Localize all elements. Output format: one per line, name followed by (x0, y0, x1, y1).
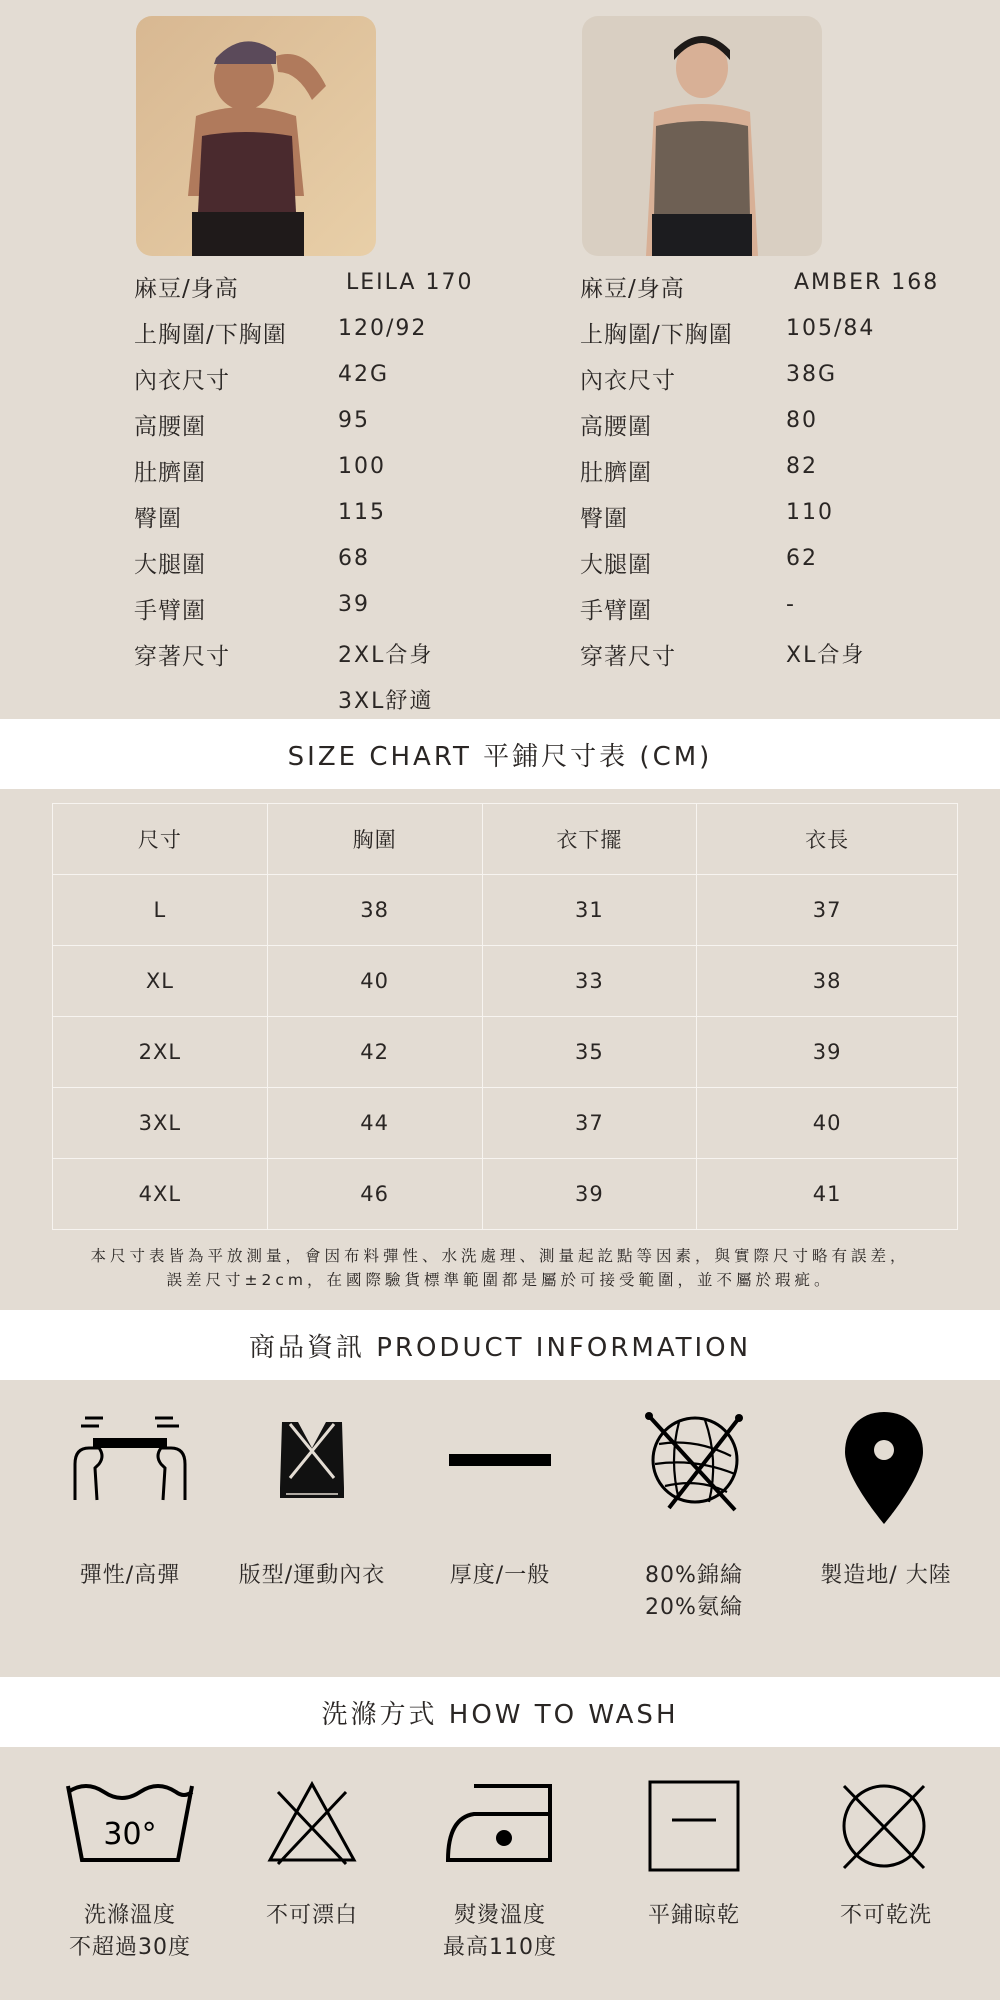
spec-row (134, 270, 554, 306)
spec-row (134, 638, 554, 674)
table-header-cell: 尺寸 (53, 804, 268, 875)
table-cell: 4XL (53, 1159, 268, 1230)
model-photo-amber (582, 16, 822, 256)
spec-label: 麻豆/身高 (134, 276, 239, 302)
yarn-ball-icon (604, 1408, 784, 1518)
table-row (53, 1088, 958, 1159)
iron-icon (410, 1778, 590, 1868)
no-dry-clean-icon (794, 1778, 974, 1878)
sports-bra-icon (222, 1408, 402, 1508)
spec-row (134, 684, 554, 720)
product-label (30, 1560, 230, 1592)
wash-label-line-2: 最高110度 (443, 1935, 557, 1960)
table-row (53, 1159, 958, 1230)
wash-label-line: 不可漂白 (265, 1903, 358, 1928)
product-info-title: 商品資訊 PRODUCT INFORMATION (248, 1332, 752, 1363)
spec-row (134, 592, 554, 628)
spec-label: 大腿圍 (580, 552, 652, 578)
wash-label (30, 1900, 230, 1964)
table-cell: L (53, 875, 268, 946)
spec-value: 38G (786, 362, 838, 387)
table-cell: 41 (697, 1159, 958, 1230)
wash-temp-symbol: 30° (103, 1817, 157, 1852)
spec-value: 105/84 (786, 316, 876, 341)
spec-row (134, 546, 554, 582)
wash-heading (0, 1677, 1000, 1747)
spec-label: 手臂圍 (580, 598, 652, 624)
spec-label: 上胸圍/下胸圍 (134, 322, 287, 348)
spec-label: 大腿圍 (134, 552, 206, 578)
spec-label: 內衣尺寸 (134, 368, 230, 394)
spec-row (580, 500, 1000, 536)
spec-label: 穿著尺寸 (134, 644, 230, 670)
product-info-heading (0, 1310, 1000, 1380)
spec-row (134, 316, 554, 352)
wash-label-line: 不可乾洗 (839, 1903, 932, 1928)
wash-label (786, 1900, 986, 1932)
product-label (594, 1560, 794, 1624)
spec-label: 高腰圍 (134, 414, 206, 440)
table-cell: 33 (482, 946, 697, 1017)
spec-value: 39 (338, 592, 370, 617)
wash-label (212, 1900, 412, 1932)
wash-title: 洗滌方式 HOW TO WASH (321, 1699, 679, 1730)
spec-value: 3XL舒適 (338, 689, 434, 714)
spec-row (580, 592, 1000, 628)
spec-value: 42G (338, 362, 390, 387)
spec-label: 臀圍 (134, 506, 182, 532)
spec-label: 穿著尺寸 (580, 644, 676, 670)
spec-value: 82 (786, 454, 818, 479)
spec-row (580, 454, 1000, 490)
spec-value: 120/92 (338, 316, 428, 341)
size-chart-heading (0, 719, 1000, 789)
product-label-line: 版型/運動內衣 (238, 1563, 386, 1588)
size-chart-table (52, 803, 958, 1230)
table-cell: 31 (482, 875, 697, 946)
spec-row (580, 362, 1000, 398)
table-cell: 46 (267, 1159, 482, 1230)
wash-label-line: 平鋪晾乾 (647, 1903, 740, 1928)
table-row (53, 946, 958, 1017)
spec-row (134, 362, 554, 398)
dry-flat-icon (604, 1778, 784, 1878)
product-label-line: 80%錦綸 (645, 1563, 743, 1588)
table-cell: XL (53, 946, 268, 1017)
product-label-line: 製造地/ 大陸 (820, 1563, 952, 1588)
table-cell: 2XL (53, 1017, 268, 1088)
location-pin-icon (794, 1408, 974, 1528)
table-cell: 40 (267, 946, 482, 1017)
thickness-line-icon (410, 1408, 590, 1508)
spec-value: 68 (338, 546, 370, 571)
spec-row (580, 546, 1000, 582)
wash-label (594, 1900, 794, 1932)
model-photo-leila (136, 16, 376, 256)
table-cell: 35 (482, 1017, 697, 1088)
spec-label: 手臂圍 (134, 598, 206, 624)
table-cell: 38 (697, 946, 958, 1017)
spec-value: - (786, 592, 796, 617)
table-row (53, 1017, 958, 1088)
spec-label: 臀圍 (580, 506, 628, 532)
wash-label (400, 1900, 600, 1964)
spec-label: 上胸圍/下胸圍 (580, 322, 733, 348)
spec-row (580, 638, 1000, 674)
table-cell: 3XL (53, 1088, 268, 1159)
spec-row (580, 316, 1000, 352)
spec-row (580, 408, 1000, 444)
spec-row (134, 454, 554, 490)
spec-row (134, 500, 554, 536)
table-cell: 39 (697, 1017, 958, 1088)
table-header-cell: 衣下擺 (482, 804, 697, 875)
spec-row (134, 408, 554, 444)
spec-value: 80 (786, 408, 818, 433)
table-header-row (53, 804, 958, 875)
product-label (212, 1560, 412, 1592)
table-row (53, 875, 958, 946)
spec-value: 100 (338, 454, 386, 479)
size-note-line-2: 誤差尺寸±2cm，在國際驗貨標準範圍都是屬於可接受範圍，並不屬於瑕疵。 (166, 1271, 834, 1289)
product-label (786, 1560, 986, 1592)
spec-row (580, 270, 1000, 306)
wash-label-line: 洗滌溫度 (83, 1903, 176, 1928)
table-cell: 42 (267, 1017, 482, 1088)
stretch-icon (40, 1408, 220, 1508)
spec-value: LEILA 170 (346, 270, 474, 295)
table-cell: 40 (697, 1088, 958, 1159)
wash-30-icon (40, 1778, 220, 1868)
spec-value: XL合身 (786, 643, 866, 668)
product-label-line: 厚度/一般 (449, 1563, 551, 1588)
no-bleach-icon (222, 1778, 402, 1868)
product-label-line-2: 20%氨綸 (645, 1595, 743, 1620)
model-photo-leila-image (136, 16, 376, 256)
table-cell: 37 (697, 875, 958, 946)
size-note-line-1: 本尺寸表皆為平放測量，會因布料彈性、水洗處理、測量起訖點等因素，與實際尺寸略有誤差， (90, 1247, 910, 1265)
wash-label-line-2: 不超過30度 (69, 1935, 191, 1960)
spec-value: 115 (338, 500, 386, 525)
table-cell: 44 (267, 1088, 482, 1159)
spec-label: 麻豆/身高 (580, 276, 685, 302)
spec-label: 高腰圍 (580, 414, 652, 440)
spec-value: 2XL合身 (338, 643, 434, 668)
product-label (400, 1560, 600, 1592)
product-label-line: 彈性/高彈 (79, 1563, 181, 1588)
spec-value: 110 (786, 500, 834, 525)
wash-label-line: 熨燙溫度 (453, 1903, 546, 1928)
spec-label: 內衣尺寸 (580, 368, 676, 394)
table-cell: 37 (482, 1088, 697, 1159)
model-measurements-section (0, 0, 1000, 718)
spec-value: 62 (786, 546, 818, 571)
spec-label: 肚臍圍 (134, 460, 206, 486)
table-header-cell: 胸圍 (267, 804, 482, 875)
size-chart-title: SIZE CHART 平鋪尺寸表 (CM) (287, 741, 713, 772)
model-photo-amber-image (582, 16, 822, 256)
table-header-cell: 衣長 (697, 804, 958, 875)
table-cell: 39 (482, 1159, 697, 1230)
spec-value: AMBER 168 (794, 270, 940, 295)
spec-label: 肚臍圍 (580, 460, 652, 486)
table-cell: 38 (267, 875, 482, 946)
spec-value: 95 (338, 408, 370, 433)
